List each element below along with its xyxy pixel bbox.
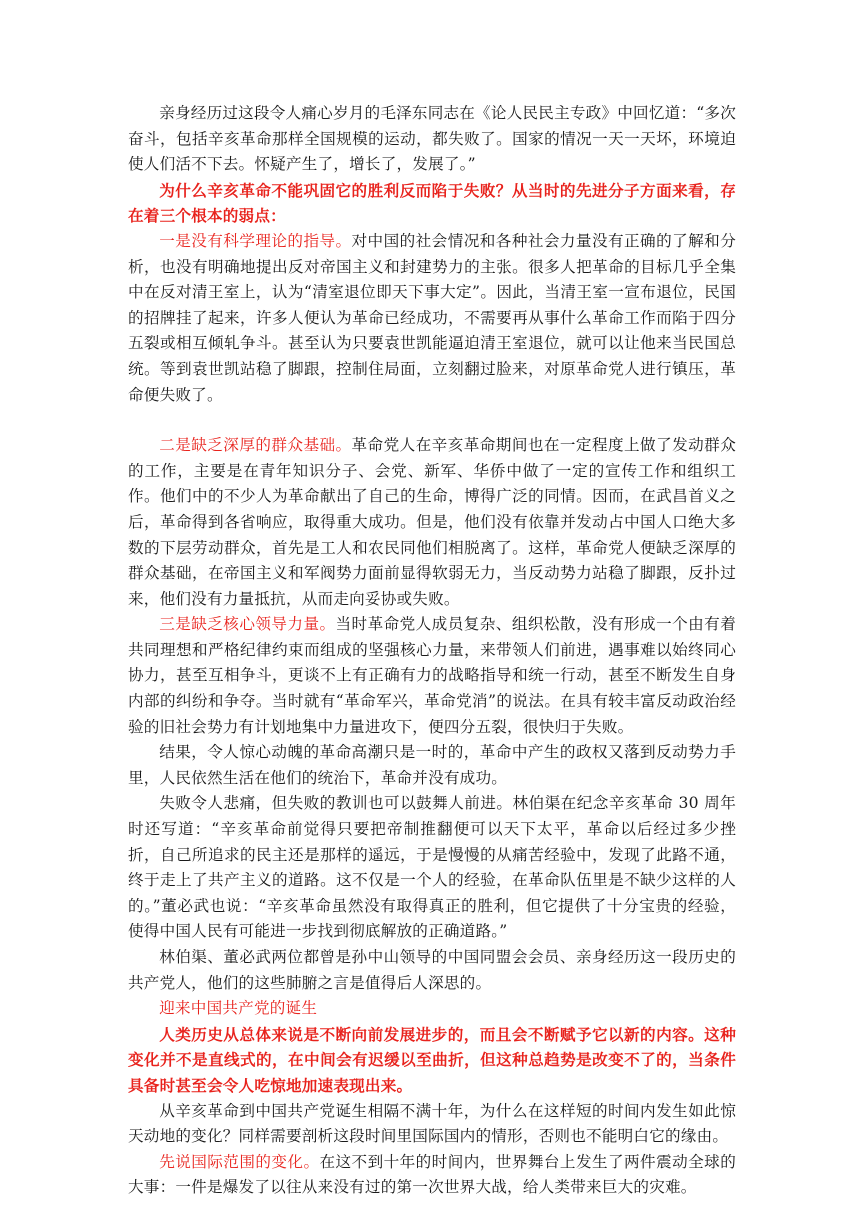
paragraph-reflection [128,945,736,996]
blank-line [128,408,736,433]
paragraph-weakness-two [128,433,736,612]
paragraph-weakness-three [128,612,736,740]
heading-text: 为什么辛亥革命不能巩固它的胜利反而陷于失败？从当时的先进分子方面来看，存在着三个根本的弱点： [128,180,736,226]
thesis-text: 人类历史从总体来说是不断向前发展进步的，而且会不断赋予它以新的内容。这种变化并不是直线式的，在中间会有迟缓以至曲折，但这种总趋势是改变不了的，当条件具备时甚至会令人吃惊地加速表现出来。 [128,1024,736,1095]
paragraph-mao-quote [128,101,736,178]
question-heading [128,178,736,229]
paragraph-text: 革命党人在辛亥革命期间也在一定程度上做了发动群众的工作，主要是在青年知识分子、会党、新军、华侨中做了一定的宣传工作和组织工作。他们中的不少人为革命献出了自己的生命，博得广泛的同情。因而，在武昌首义之后，革命得到各省响应，取得重大成功。但是，他们没有依靠并发动占中国人口绝大多数的下层劳动群众，首先是工人和农民同他们相脱离了。这样，革命党人便缺乏深厚的群众基础，在帝国主义和军阀势力面前显得软弱无力，当反动势力站稳了脚跟，反扑过来，他们没有力量抵抗，从而走向妥协或失败。 [128,436,736,608]
international-lead: 先说国际范围的变化。 [159,1152,320,1171]
weakness-one-lead: 一是没有科学理论的指导。 [159,231,352,250]
paragraph-question [128,1099,736,1150]
paragraph-text: 失败令人悲痛，但失败的教训也可以鼓舞人前进。林伯渠在纪念辛亥革命 30 周年时还写道：“辛亥革命前觉得只要把帝制推翻便可以天下太平，革命以后经过多少挫折，自己所追求的民主还是那样的遥远，于是慢慢的从痛苦经验中，发现了此路不通，终于走上了共产主义的道路。这不仅是一个人的经验，在革命队伍里是不缺少这样的人的。”董必武也说：“辛亥革命虽然没有取得真正的胜利，但它提供了十分宝贵的经验，使得中国人民有可能进一步找到彻底解放的正确道路。” [128,794,736,941]
paragraph-international [128,1150,736,1201]
heading-text: 迎来中国共产党的诞生 [159,999,318,1018]
paragraph-text: 林伯渠、董必武两位都曾是孙中山领导的中国同盟会会员、亲身经历这一段历史的共产党人，他们的这些肺腑之言是值得后人深思的。 [128,948,736,992]
paragraph-text: 亲身经历过这段令人痛心岁月的毛泽东同志在《论人民民主专政》中回忆道：“多次奋斗，包括辛亥革命那样全国规模的运动，都失败了。国家的情况一天一天坏，环境迫使人们活不下去。怀疑产生了，增长了，发展了。” [128,104,736,174]
paragraph-text: 从辛亥革命到中国共产党诞生相隔不满十年，为什么在这样短的时间内发生如此惊天动地的变化？同样需要剖析这段时间里国际国内的情形，否则也不能明白它的缘由。 [128,1101,736,1146]
paragraph-lessons [128,791,736,945]
paragraph-result [128,740,736,791]
weakness-two-lead: 二是缺乏深厚的群众基础。 [159,436,352,455]
weakness-three-lead: 三是缺乏核心领导力量。 [159,615,336,634]
paragraph-weakness-one [128,229,736,408]
paragraph-text: 结果，令人惊心动魄的革命高潮只是一时的，革命中产生的政权又落到反动势力手里，人民依然生活在他们的统治下，革命并没有成功。 [128,743,736,787]
paragraph-text: 当时革命党人成员复杂、组织松散，没有形成一个由有着共同理想和严格纪律约束而组成的坚强核心力量，来带领人们前进，遇事难以始终同心协力，甚至互相争斗，更谈不上有正确有力的战略指导和统一行动，甚至不断发生自身内部的纠纷和争夺。当时就有“革命军兴，革命党消”的说法。在具有较丰富反动政治经验的旧社会势力有计划地集中力量进攻下，便四分五裂，很快归于失败。 [128,615,736,736]
section-heading-birth-of-cpc [128,996,736,1022]
paragraph-text: 在这不到十年的时间内，世界舞台上发生了两件震动全球的大事：一件是爆发了以往从来没有过的第一次世界大战，给人类带来巨大的灾难。 [128,1152,736,1197]
history-thesis [128,1022,736,1099]
paragraph-text: 对中国的社会情况和各种社会力量没有正确的了解和分析，也没有明确地提出反对帝国主义和封建势力的主张。很多人把革命的目标几乎全集中在反对清王室上，认为“清室退位即天下事大定”。因此，当清王室一宣布退位，民国的招牌挂了起来，许多人便认为革命已经成功，不需要再从事什么革命工作而陷于四分五裂或相互倾轧争斗。甚至认为只要袁世凯能逼迫清王室退位，就可以让他来当民国总统。等到袁世凯站稳了脚跟，控制住局面，立刻翻过脸来，对原革命党人进行镇压，革命便失败了。 [128,231,736,404]
